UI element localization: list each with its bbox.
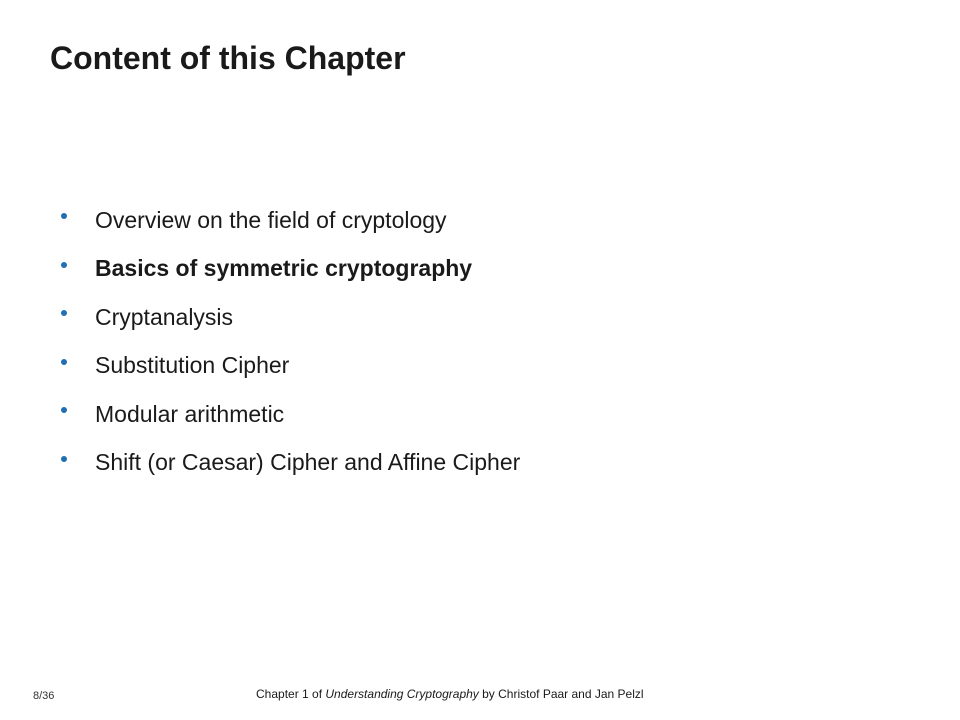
bullet-text: Overview on the field of cryptology [95,206,447,233]
bullet-item [58,293,520,342]
bullet-text: Basics of symmetric cryptography [95,255,473,282]
page-number: 8/36 [33,690,55,702]
bullet-text: Shift (or Caesar) Cipher and Affine Cipher [95,449,521,476]
bullet-dot-icon [61,359,67,365]
bullet-dot-icon [61,407,67,413]
bullet-item [58,342,520,391]
bullet-item [58,245,520,294]
footer-prefix: Chapter 1 of [256,687,326,701]
bullet-dot-icon [61,310,67,316]
bullet-dot-icon [61,213,67,219]
footer-book-title: Understanding Cryptography [325,687,479,701]
bullet-item [58,196,520,245]
bullet-dot-icon [61,456,67,462]
bullet-item [58,439,520,488]
footer-citation [256,687,644,701]
bullet-text: Modular arithmetic [95,400,285,427]
slide-title: Content of this Chapter [50,40,406,76]
bullet-item [58,390,520,439]
bullet-list [58,196,520,487]
bullet-dot-icon [61,262,67,268]
bullet-text: Substitution Cipher [95,352,290,379]
bullet-text: Cryptanalysis [95,303,234,330]
footer-suffix: by Christof Paar and Jan Pelzl [478,687,644,701]
